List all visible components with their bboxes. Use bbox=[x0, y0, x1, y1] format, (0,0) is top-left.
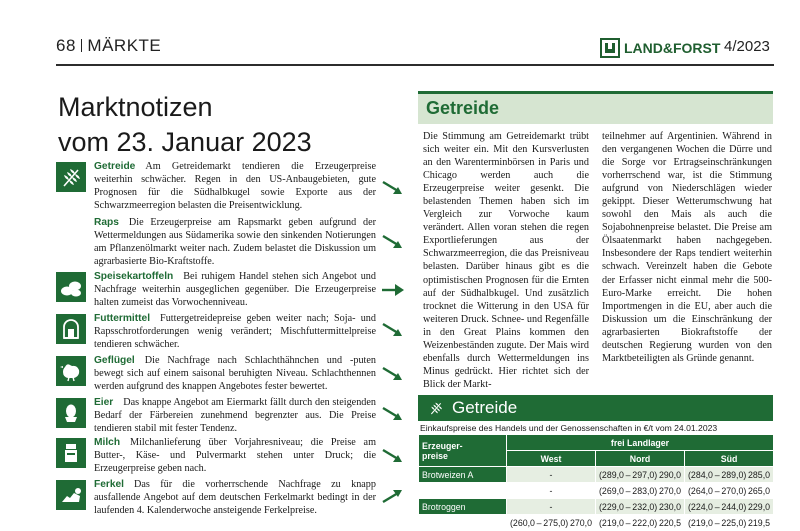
cell-lo: (269,0 bbox=[599, 485, 624, 496]
cell-lo: (264,0 bbox=[688, 485, 713, 496]
note-text bbox=[94, 270, 376, 309]
trend-arrow-down-icon bbox=[380, 178, 406, 198]
article-heading: Getreide bbox=[426, 98, 500, 118]
note-body: Futtergetreidepreise geben weiter nach; Soja- und Rapsschrotforderungen wenig verändert; Mischfuttermittelpreise tendieren schwächer. bbox=[94, 313, 376, 351]
table-row bbox=[419, 483, 774, 499]
cell-sued: (264,0 – 270,0) 265,0 bbox=[685, 483, 774, 499]
cell-hi: 270,0) bbox=[721, 485, 747, 496]
wheat-icon bbox=[426, 398, 446, 418]
cell-lo: (229,0 bbox=[599, 501, 624, 512]
cell-west bbox=[507, 483, 596, 499]
cell-sued: (219,0 – 225,0) 219,5 bbox=[685, 515, 774, 531]
note-body: Das für die vorherrschende Nachfrage zu knapp ausfallende Angebot auf dem deutschen Ferkelmarkt bedingt in der laufenden 4. Kalenderwoche ansteigende Ferkelpreise. bbox=[94, 479, 376, 517]
cell-avg: 285,0 bbox=[748, 469, 771, 480]
cell-avg: 219,5 bbox=[748, 517, 771, 528]
article-column-2: teilnehmer auf Argentinien. Während in den vergangenen Wochen die Dürre und die Sorge vor Ertragseinschränkungen vorherrschend war, ist die Stimmung aufgrund von Niederschlägen wieder gekippt. Dieser Wetterumschwung hat sowohl den Mais als auch die Sojabohnenpreise belastet. Die Preise am Ölsaatenmarkt haben nachgegeben. Insbesondere der Raps tendiert weiterhin schwach. Vereinzelt haben die Gebote der Erfasser nicht einmal mehr die 500-Euro-Marke erreicht. Die hohen Importmengen in die EU, aber auch die Diskussion um die Einschränkung der agrarbasierten Biokraftstoffe der deutschen Regierung wurden von den Marktbeteiligten als Gründe genannt. bbox=[602, 131, 772, 364]
note-text bbox=[94, 160, 376, 212]
note-text bbox=[94, 478, 376, 517]
cell-west bbox=[507, 467, 596, 483]
note-keyword: Milch bbox=[94, 437, 121, 448]
cell-nord: (289,0 – 297,0) 290,0 bbox=[596, 467, 685, 483]
cell-hi: 222,0) bbox=[632, 517, 658, 528]
cell-sued: (224,0 – 244,0) 229,0 bbox=[685, 499, 774, 515]
title-line-1: Marktnotizen bbox=[58, 92, 213, 122]
article-column-1: Die Stimmung am Getreidemarkt trübt sich weiter ein. Mit den Kursverlusten an den Warenterminbörsen in Paris und Chicago werden auch die Erzeugerpreise weiter gesenkt. Die belastenden Themen haben sich im Vergleich zur Vorwoche kaum verändert. Allen voran stehen die regen Exportlieferungen aus der Schwarzmeerregion, die das Preisniveau belasten. Darüber hinaus gibt es die optimistischen Prognosen für die Ernten auf der Südhalbkugel. Und zusätzlich trocknet die Witterung in den USA für weiteren Druck. Schnee- und Regenfälle in den Great Plains kommen den Weizenbeständen zugute. Der Mais wird ebenfalls durch Wettermeldungen ins Minus gedrückt. Hier richtet sich der Blick der Markt- bbox=[423, 131, 589, 390]
cell-hi: 244,0) bbox=[721, 501, 747, 512]
cell-avg: 270,0 bbox=[658, 485, 681, 496]
cell-hi: 232,0) bbox=[632, 501, 658, 512]
note-text bbox=[94, 354, 376, 393]
note-body: Die Erzeugerpreise am Rapsmarkt geben aufgrund der Wettermeldungen aus Südamerika sowie den sinkenden Notierungen am Pflanzenölmarkt weiter nach. Zudem belastet die Diskussion um agrarbasierte Bio-Kraftstoffe. bbox=[94, 217, 376, 268]
note-body: Milchanlieferung über Vorjahresniveau; die Preise am Butter-, Käse- und Pulvermarkt stehen unter Druck; die Erzeugerpreise geben nach. bbox=[94, 437, 376, 475]
row-name: Futterroggen bbox=[419, 515, 507, 531]
cell-nord: (229,0 – 232,0) 230,0 bbox=[596, 499, 685, 515]
cell-avg: 290,0 bbox=[658, 469, 681, 480]
cell-lo: (219,0 bbox=[599, 517, 624, 528]
cell-avg: 220,5 bbox=[658, 517, 681, 528]
note-keyword: Speisekartoffeln bbox=[94, 271, 174, 282]
note-keyword: Futtermittel bbox=[94, 313, 151, 324]
cell-lo: (219,0 bbox=[688, 517, 713, 528]
cell-sued: (284,0 – 289,0) 285,0 bbox=[685, 467, 774, 483]
page-title bbox=[58, 90, 312, 160]
price-table-title: Getreide bbox=[452, 398, 518, 417]
note-body: Das knappe Angebot am Eiermarkt fällt durch den steigenden Bedarf der Färbereien zunehmend begrenzter aus. Die Preise tendieren stabil mit fester Tendenz. bbox=[94, 397, 376, 435]
cell-west bbox=[507, 499, 596, 515]
note-text bbox=[94, 436, 376, 475]
region-west: West bbox=[507, 451, 596, 467]
cell-lo: (289,0 bbox=[599, 469, 624, 480]
cell-lo: (260,0 bbox=[510, 517, 535, 528]
piglet-icon bbox=[56, 480, 86, 510]
row-name: Brotweizen B bbox=[419, 483, 507, 499]
note-text bbox=[94, 312, 376, 351]
cell-avg: - bbox=[549, 485, 553, 496]
cell-avg: - bbox=[549, 469, 553, 480]
price-table bbox=[418, 434, 774, 531]
col-group-header: frei Landlager bbox=[507, 435, 774, 451]
feed-silo-icon bbox=[56, 314, 86, 344]
trend-arrow-down-icon bbox=[380, 320, 406, 340]
page-section-label bbox=[56, 36, 161, 56]
note-keyword: Geflügel bbox=[94, 355, 135, 366]
cell-avg: 229,0 bbox=[748, 501, 771, 512]
price-table-subtitle: Einkaufspreise des Handels und der Genossenschaften in €/t vom 24.01.2023 bbox=[420, 423, 718, 433]
row-name: Brotroggen bbox=[419, 499, 507, 515]
region-nord: Nord bbox=[596, 451, 685, 467]
egg-icon bbox=[56, 398, 86, 428]
page-number: 68 bbox=[56, 36, 76, 55]
note-body: Die Nachfrage nach Schlachthähnchen und -puten bewegt sich auf einem saisonal beruhigten Niveau. Schlachthennen werden aufgrund des knappen Angebotes fester bewertet. bbox=[94, 355, 376, 393]
cell-hi: 297,0) bbox=[632, 469, 658, 480]
wheat-icon bbox=[56, 162, 86, 192]
row-name: Brotweizen A bbox=[419, 467, 507, 483]
cell-nord: (269,0 – 283,0) 270,0 bbox=[596, 483, 685, 499]
cell-avg: 265,0 bbox=[748, 485, 771, 496]
note-keyword: Ferkel bbox=[94, 479, 125, 490]
section-name: MÄRKTE bbox=[87, 36, 162, 55]
brand-logo bbox=[600, 38, 720, 58]
header-rule bbox=[56, 64, 774, 66]
region-sued: Süd bbox=[685, 451, 774, 467]
separator bbox=[81, 39, 83, 52]
table-row bbox=[419, 467, 774, 483]
trend-arrow-right-icon bbox=[380, 280, 406, 300]
cell-hi: 275,0) bbox=[543, 517, 569, 528]
cell-avg: 270,0 bbox=[569, 517, 592, 528]
note-body: Bei ruhigem Handel stehen sich Angebot und Nachfrage weiterhin ausgeglichen gegenüber. Die Erzeugerpreise halten zumeist das Vorwochenniveau. bbox=[94, 271, 376, 309]
trend-arrow-down-icon bbox=[380, 232, 406, 252]
cell-lo: (224,0 bbox=[688, 501, 713, 512]
row-header bbox=[419, 435, 507, 467]
cell-hi: 225,0) bbox=[721, 517, 747, 528]
milk-icon bbox=[56, 438, 86, 468]
page-header bbox=[0, 0, 800, 66]
cell-avg: 230,0 bbox=[658, 501, 681, 512]
trend-arrow-down-icon bbox=[380, 404, 406, 424]
row-header-line-1: Erzeuger- bbox=[422, 440, 463, 451]
trend-arrow-down-icon bbox=[380, 446, 406, 466]
article-heading-box bbox=[418, 91, 773, 124]
table-row bbox=[419, 499, 774, 515]
cell-west: (260,0 – 275,0) 270,0 bbox=[507, 515, 596, 531]
cell-hi: 283,0) bbox=[632, 485, 658, 496]
note-keyword: Getreide bbox=[94, 161, 136, 172]
note-text bbox=[94, 216, 376, 268]
title-line-2: vom 23. Januar 2023 bbox=[58, 127, 312, 157]
cell-nord: (219,0 – 222,0) 220,5 bbox=[596, 515, 685, 531]
trend-arrow-down-icon bbox=[380, 364, 406, 384]
trend-arrow-up-icon bbox=[380, 486, 406, 506]
price-table-header bbox=[418, 395, 773, 421]
cell-hi: 289,0) bbox=[721, 469, 747, 480]
note-text bbox=[94, 396, 376, 435]
note-keyword: Eier bbox=[94, 397, 114, 408]
cell-avg: - bbox=[549, 501, 553, 512]
potato-icon bbox=[56, 272, 86, 302]
row-header-line-2: preise bbox=[422, 450, 448, 461]
issue-number: 4/2023 bbox=[724, 38, 770, 55]
table-row bbox=[419, 515, 774, 531]
note-body: Am Getreidemarkt tendieren die Erzeugerpreise weiterhin schwächer. Regen in den US-Anbaugebieten, gute Prognosen für die Südhalbkugel sowie Exporte aus der Schwarzmeerregion belasten die Preisentwicklung. bbox=[94, 161, 376, 212]
cell-lo: (284,0 bbox=[688, 469, 713, 480]
note-keyword: Raps bbox=[94, 217, 119, 228]
chicken-icon bbox=[56, 356, 86, 386]
brand-logo-icon bbox=[600, 38, 620, 58]
brand-name: LAND&FORST bbox=[624, 40, 721, 56]
